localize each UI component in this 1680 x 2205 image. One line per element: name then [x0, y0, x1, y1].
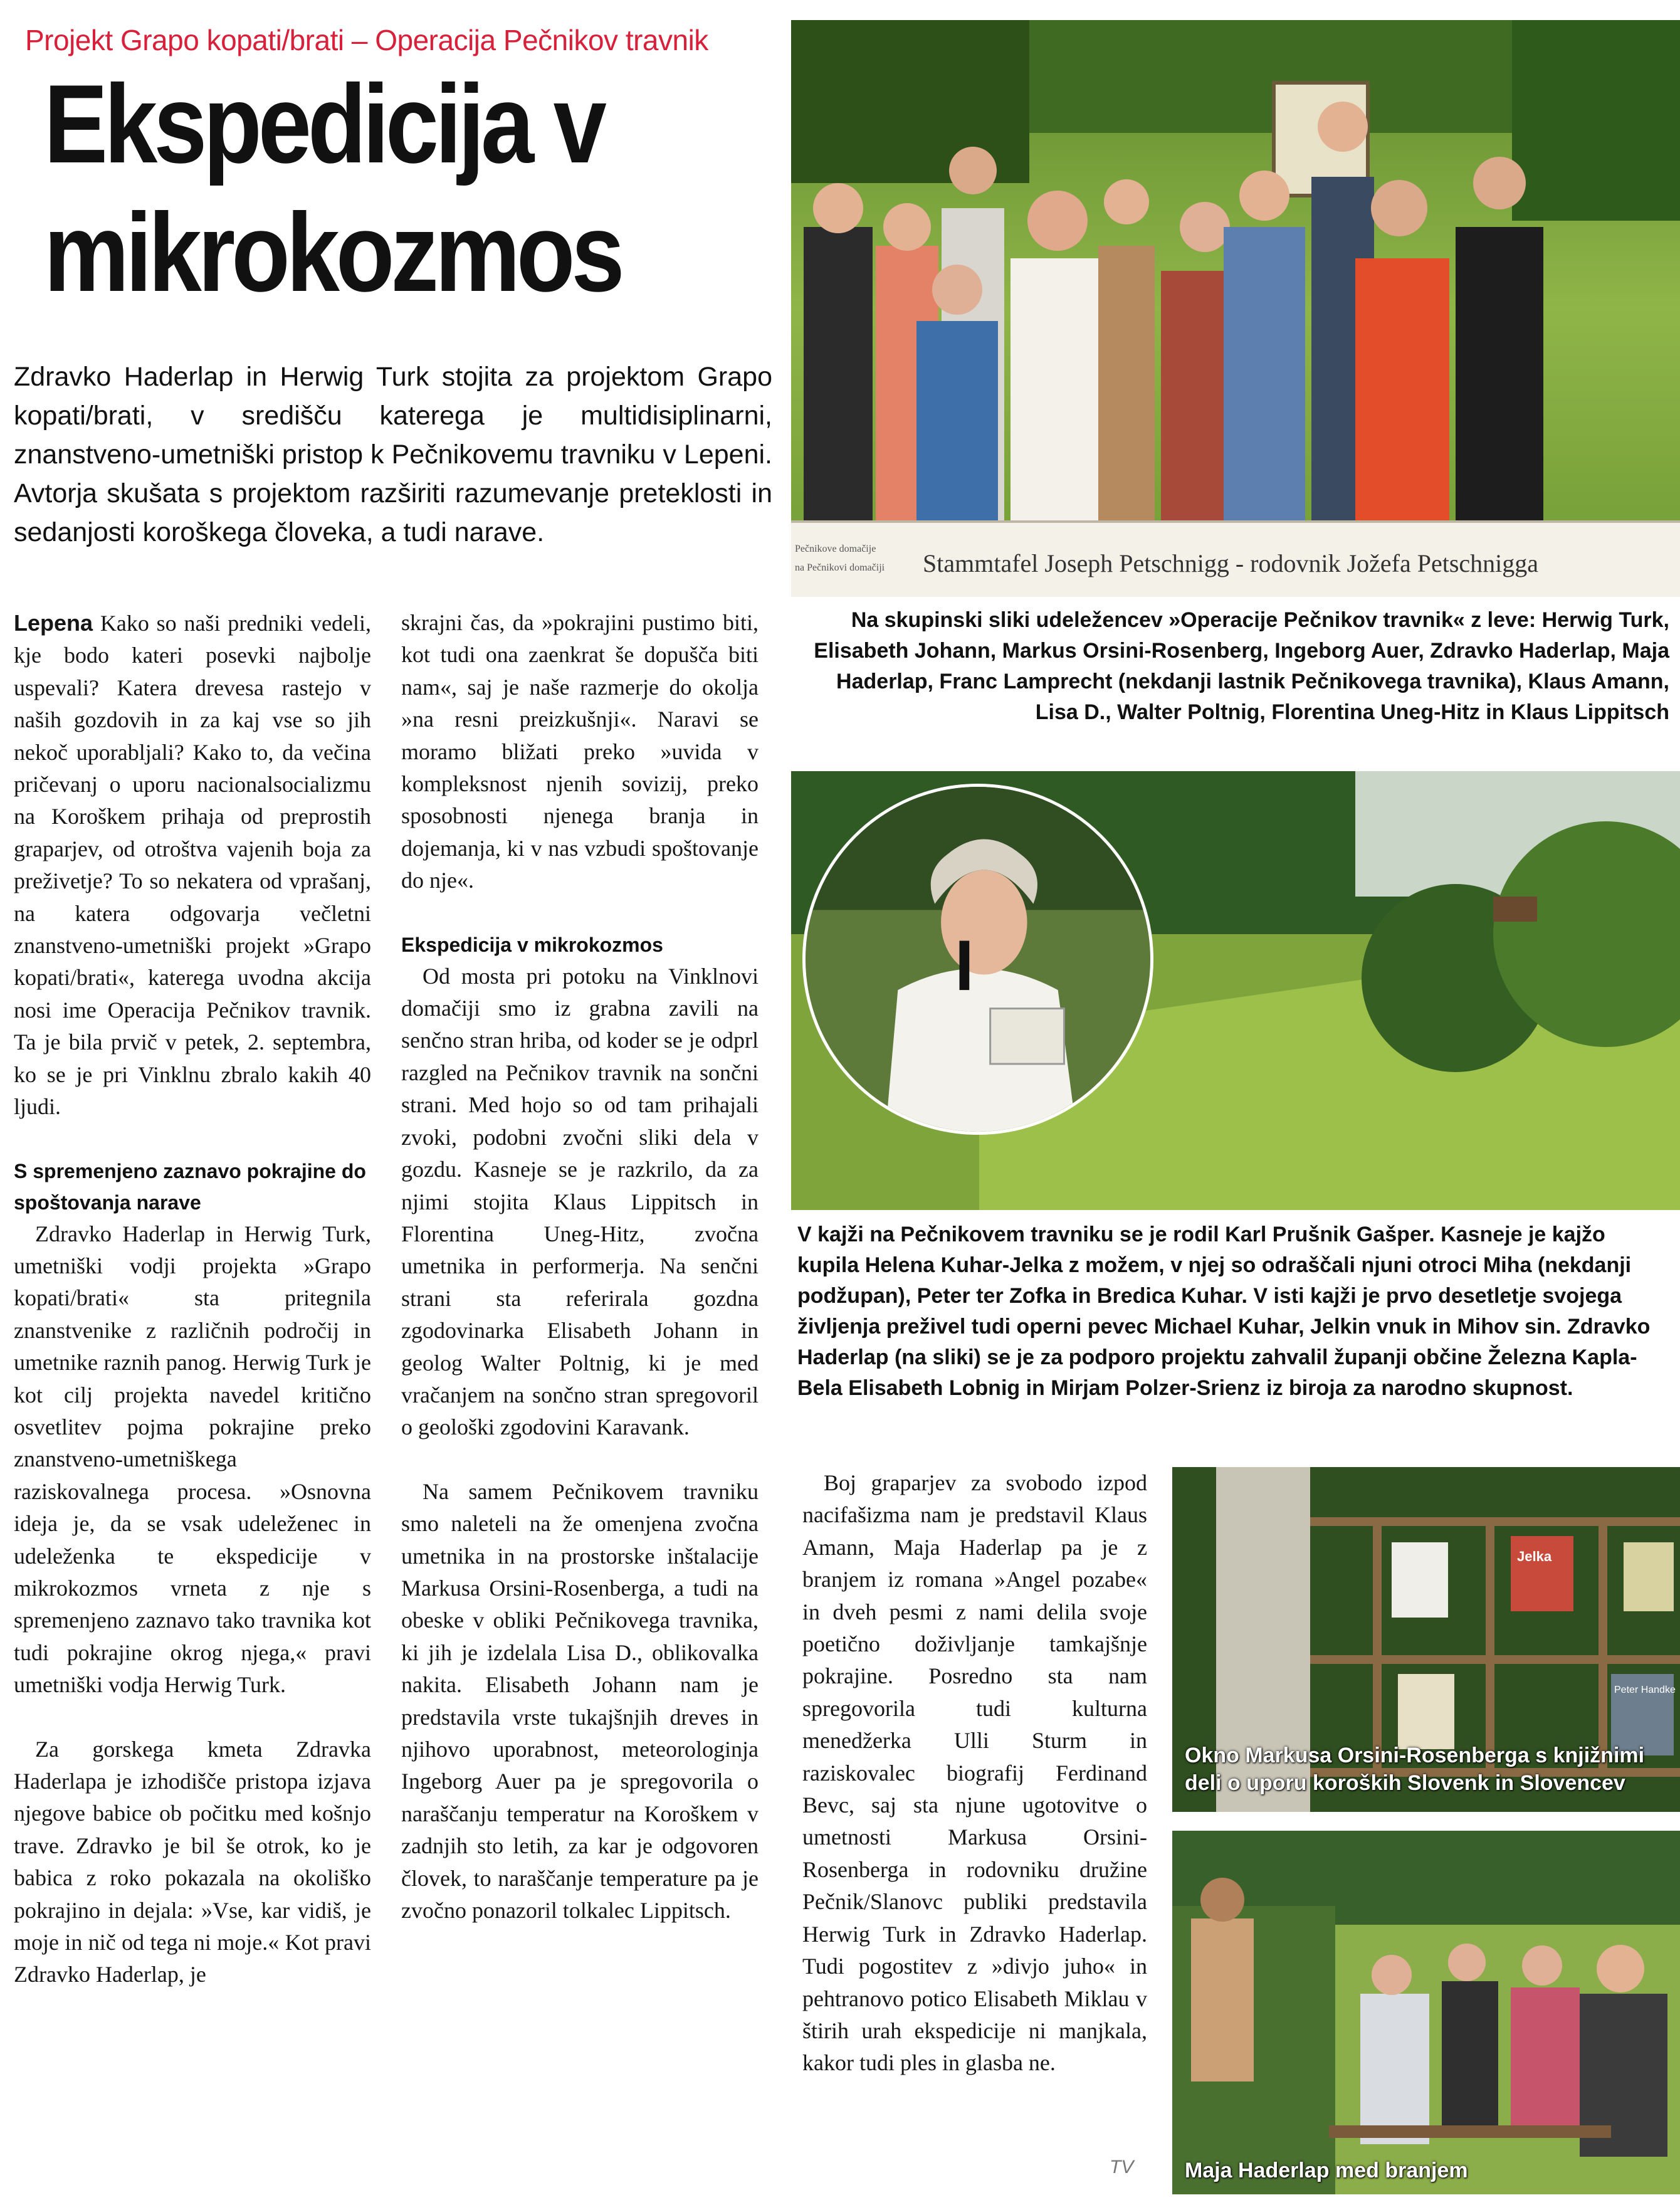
speaker-photo-circle	[802, 784, 1153, 1135]
paragraph: Na samem Pečnikovem travniku smo naleteli na že omenjena zvočna umetnika in na prostorske inštalacije Markusa Orsini-Rosenberga, a tudi na obeske v obliki Pečnikovega travnika, ki jih je izdelala Lisa D., oblikovalka nakita. Elisabeth Johann nam je predstavila vrste tukajšnjih dreves in njihovo uporabnost, meteorologinja Ingeborg Auer pa je spregovorila o naraščanju temperatur na Koroškem v zadnjih sto letih, za kar je odgovoren človek, to naraščanje temperature pa je zvočno ponazoril tolkalec Lippitsch.	[401, 1478, 759, 1923]
book-peter-title: Peter Handke	[1614, 1685, 1676, 1695]
folio: TV	[1110, 2157, 1134, 2177]
reading-photo	[1172, 1831, 1680, 2194]
window-photo-caption: Okno Markusa Orsini-Rosenberga s knjižnimi deli o uporu koroških Slovenk in Slovencev	[1185, 1744, 1645, 1795]
paragraph: Zdravko Haderlap in Herwig Turk, umetniški vodji projekta »Grapo kopati/brati« sta pritegnila znanstvenike z različnih področij in umetnike raznih panog. Herwig Turk je kot cilj projekta navedel kritično osvetlitev pojma pokrajine preko znanstveno-umetniškega raziskovalnega procesa. »Osnovna ideja je, da se vsak udeleženec in udeleženka te ekspedicije v mikrokozmos vrneta z nje s spremenjeno zaznavo tako travnika kot tudi pokrajine okrog njega,« pravi umetniški vodja Herwig Turk.	[14, 1221, 371, 1698]
paragraph: Boj graparjev za svobodo izpod nacifašizma nam je predstavil Klaus Amann, Maja Haderlap pa je z branjem iz romana »Angel pozabe« in dveh pesmi z nami delila svoje poetično doživljanje tamkajšnje pokrajine. Posredno sta nam spregovorila tudi kulturna menedžerka Ulli Sturm in raziskovalec biografij Ferdinand Bevc, saj sta njune ugotovitve o umetnosti Markusa Orsini-Rosenberga in rodovniku družine Pečnik/Slanovc publiki predstavila Herwig Turk in Zdravko Haderlap. Tudi pogostitev z »divjo juho« in pehtranovo potico Elisabeth Miklau v štirih urah ekspedicije ni manjkala, kakor tudi ples in glasba ne.	[802, 1470, 1147, 2076]
speaker-photo-image	[806, 787, 1150, 1132]
window-photo	[1172, 1467, 1680, 1812]
paragraph: skrajni čas, da »pokrajini pustimo biti, kot tudi ona zaenkrat še dopušča biti nam«, saj je naše razmerje do okolja »na resni preizkušnji«. Naravi se moramo bližati preko »uvida v kompleksnost njenih sovizij, preko sposobnosti njenega branja in dojemanja, ki v nas vzbudi spoštovanje do nje«.	[401, 610, 759, 893]
group-photo-image	[791, 20, 1680, 597]
reading-photo-image	[1172, 1831, 1680, 2194]
article-column-2	[401, 607, 759, 2187]
dateline: Lepena	[14, 610, 93, 636]
subheading: S spremenjeno zaznavo pokrajine do spoštovanja narave	[14, 1159, 366, 1214]
book-jelka-title: Jelka	[1517, 1549, 1552, 1564]
lead-paragraph: Zdravko Haderlap in Herwig Turk stojita za projektom Grapo kopati/brati, v središču katerega je multidisiplinarni, znanstveno-umetniški pristop k Pečnikovemu travniku v Lepeni. Avtorja skušata s projektom razširiti razumevanje preteklosti in sedanjosti koroškega človeka, a tudi narave.	[14, 362, 772, 547]
headline-line-1: Ekspedicija v	[44, 61, 603, 186]
banner-small-text-1: Pečnikove domačije	[795, 544, 876, 554]
banner-text: Stammtafel Joseph Petschnigg - rodovnik Jožefa Petschnigga	[923, 549, 1539, 577]
paragraph	[14, 607, 371, 1124]
headline-line-2: mikrokozmos	[44, 190, 621, 315]
banner-small-text-2: na Pečnikovi domačiji	[795, 562, 885, 573]
group-photo	[791, 20, 1680, 597]
landscape-photo-caption: V kajži na Pečnikovem travniku se je rodil Karl Prušnik Gašper. Kasneje je kajžo kupila Helena Kuhar-Jelka z možem, v njej so odraščali njuni otroci Miha (nekdanji podžupan), Peter ter Zofka in Bredica Kuhar. V isti kajži je prvo desetletje svojega življenja preživel tudi operni pevec Michael Kuhar, Jelkin vnuk in Mihov sin. Zdravko Haderlap (na sliki) se je za podporo projektu zahvalil županji občine Železna Kapla-Bela Elisabeth Lobnig in Mirjam Polzer-Srienz iz biroja za narodno skupnost.	[797, 1223, 1651, 1400]
paragraph: Za gorskega kmeta Zdravka Haderlapa je izhodišče pristopa izjava njegove babice ob počitku med košnjo trave. Zdravko je bil še otrok, ko je babica z roko pokazala na okoliško pokrajino in dejala: »Vse, kar vidiš, je moje in nič od tega ni moje.« Kot pravi Zdravko Haderlap, je	[14, 1736, 371, 1987]
reading-photo-caption: Maja Haderlap med branjem	[1185, 2159, 1468, 2182]
group-photo-caption: Na skupinski sliki udeležencev »Operacije Pečnikov travnik« z leve: Herwig Turk, Elisabeth Johann, Markus Orsini-Rosenberg, Ingeborg Auer, Zdravko Haderlap, Maja Haderlap, Franc Lamprecht (nekdanji lastnik Pečnikovega travnika), Klaus Amann, Lisa D., Walter Poltnig, Florentina Uneg-Hitz in Klaus Lippitsch	[814, 608, 1669, 724]
headline	[44, 60, 680, 335]
paragraph-text: Kako so naši predniki vedeli, kje bodo kateri posevki najbolje uspevali? Katera drevesa rastejo v naših gozdovih in za kaj vse so jih nekoč uporabljali? Kako to, da večina pričevanj o uporu nacionalsocializmu na Koroškem prihaja od preprostih graparjev, od otroštva vajenih boja za preživetje? To so nekatera od vprašanj, na katera odgovarja večletni znanstveno-umetniški projekt »Grapo kopati/brati«, katerega uvodna akcija nosi ime Operacija Pečnikov travnik. Ta je bila prvič v petek, 2. septembra, ko se je pri Vinklnu zbralo kakih 40 ljudi.	[14, 611, 371, 1120]
article-column-3	[802, 1467, 1147, 2182]
paragraph: Od mosta pri potoku na Vinklnovi domačiji smo iz grabna zavili na senčno stran hriba, od koder se je odprl razgled na Pečnikov travnik na sončni strani. Med hojo so od tam prihajali zvoki, podobni zvočni sliki dela v gozdu. Kasneje se je razkrilo, da za njimi stojita Klaus Lippitsch in Florentina Uneg-Hitz, zvočna umetnika in performerja. Na senčni strani sta referirala gozdna zgodovinarka Elisabeth Johann in geolog Walter Poltnig, ki je med vračanjem na sončno stran spregovoril o geološki zgodovini Karavank.	[401, 963, 759, 1440]
kicker: Projekt Grapo kopati/brati – Operacija Pečnikov travnik	[25, 24, 708, 56]
article-column-1	[14, 607, 371, 2187]
subheading: Ekspedicija v mikrokozmos	[401, 933, 663, 956]
